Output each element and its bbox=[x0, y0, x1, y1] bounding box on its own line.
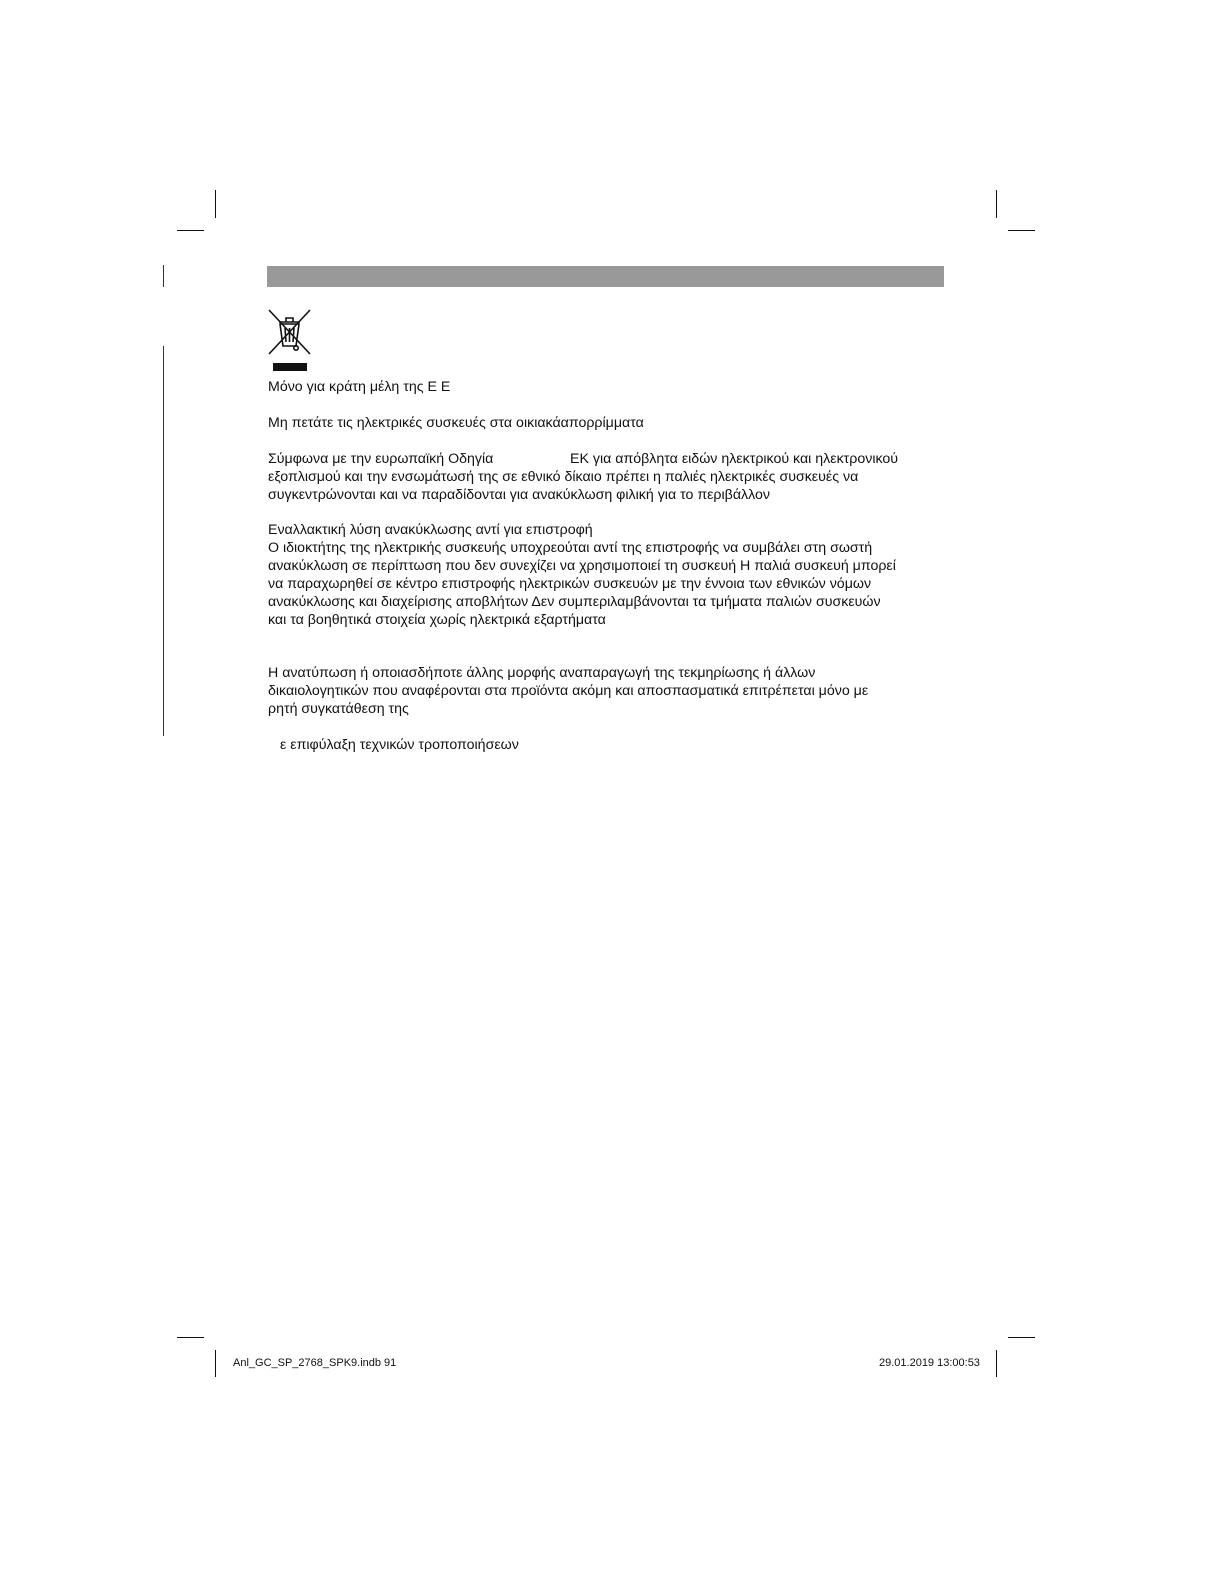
eu-only-notice: Μόνο για κράτη μέλη της Ε Ε bbox=[268, 379, 451, 395]
crop-mark bbox=[1008, 1337, 1035, 1338]
header-bar bbox=[267, 266, 944, 287]
crop-mark bbox=[215, 190, 216, 218]
alternative-line: και τα βοηθητικά στοιχεία χωρίς ηλεκτρικά εξαρτήματα bbox=[268, 612, 606, 628]
margin-line bbox=[163, 265, 164, 287]
directive-line: Σύμφωνα με την ευρωπαϊκή Οδηγία bbox=[268, 451, 494, 467]
crop-mark bbox=[177, 230, 204, 231]
footer-file-name: Anl_GC_SP_2768_SPK9.indb 91 bbox=[233, 1357, 397, 1369]
footer-timestamp: 29.01.2019 13:00:53 bbox=[879, 1357, 980, 1369]
reproduction-line: ρητή συγκατάθεση της bbox=[268, 701, 409, 717]
alternative-line: να παραχωρηθεί σε κέντρο επιστροφής ηλεκτρικών συσκευών με την έννοια των εθνικών νόμων bbox=[268, 576, 872, 592]
crop-mark bbox=[996, 1350, 997, 1377]
crop-mark bbox=[177, 1337, 204, 1338]
reproduction-line: δικαιολογητικών που αναφέρονται στα προϊόντα ακόμη και αποσπασματικά επιτρέπεται μόνο με bbox=[268, 683, 869, 699]
technical-reservation: ε επιφύλαξη τεχνικών τροποποιήσεων bbox=[280, 737, 519, 753]
directive-line: εξοπλισμού και την ενσωμάτωσή της σε εθνικό δίκαιο πρέπει η παλιές ηλεκτρικές συσκευές να bbox=[268, 469, 859, 485]
reproduction-line: Η ανατύπωση ή οποιασδήποτε άλλης μορφής αναπαραγωγή της τεκμηρίωσης ή άλλων bbox=[268, 665, 816, 681]
margin-line bbox=[163, 346, 164, 736]
disposal-warning: Μη πετάτε τις ηλεκτρικές συσκευές στα οικιακάαπορρίμματα bbox=[268, 415, 644, 431]
crop-mark bbox=[1008, 230, 1035, 231]
crop-mark bbox=[215, 1350, 216, 1377]
section-heading: Εναλλακτική λύση ανακύκλωσης αντί για επιστροφή bbox=[268, 522, 593, 538]
alternative-line: ανακύκλωση σε περίπτωση που δεν συνεχίζει να χρησιμοποιεί τη συσκευή Η παλιά συσκευή μπορεί bbox=[268, 558, 896, 574]
directive-line: ΕΚ για απόβλητα ειδών ηλεκτρικού και ηλεκτρονικού bbox=[570, 451, 899, 467]
crossed-out-wheelie-bin-icon bbox=[267, 308, 312, 374]
crop-mark bbox=[996, 190, 997, 218]
alternative-line: Ο ιδιοκτήτης της ηλεκτρικής συσκευής υποχρεούται αντί της επιστροφής να συμβάλει στη σωστή bbox=[268, 540, 873, 556]
alternative-line: ανακύκλωσης και διαχείρισης αποβλήτων Δεν συμπεριλαμβάνονται τα τμήματα παλιών συσκευών bbox=[268, 594, 881, 610]
directive-line: συγκεντρώνονται και να παραδίδονται για ανακύκλωση φιλική για το περιβάλλον bbox=[268, 487, 770, 503]
